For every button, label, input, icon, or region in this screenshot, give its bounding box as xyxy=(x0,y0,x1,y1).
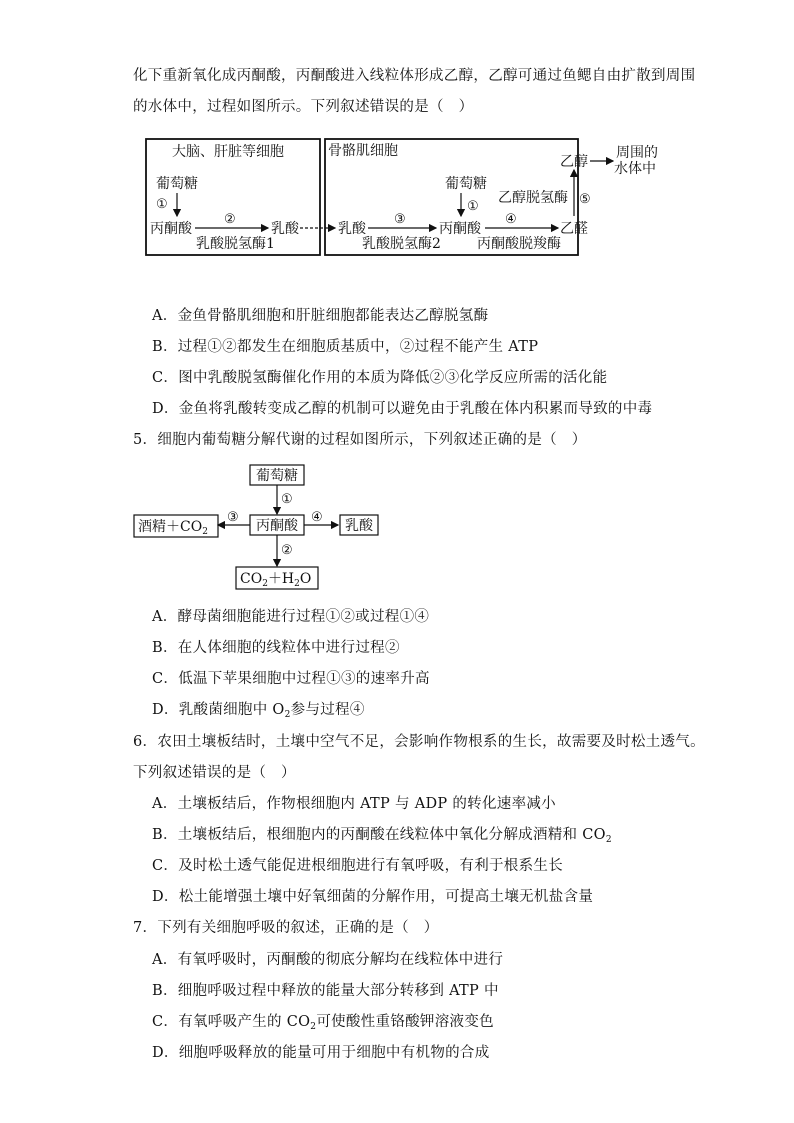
step1-label: ① xyxy=(281,492,293,507)
q7-option-b: B．细胞呼吸过程中释放的能量大部分转移到 ATP 中 xyxy=(152,983,499,999)
q7-option-c-prefix: C．有氧呼吸产生的 CO xyxy=(152,1014,311,1030)
q4-option-a: A．金鱼骨骼肌细胞和肝脏细胞都能表达乙醇脱氢酶 xyxy=(152,308,489,324)
co2-label: CO xyxy=(240,571,263,587)
plus-h-label: ＋H xyxy=(267,571,295,587)
q5-option-d-prefix: D．乳酸菌细胞中 O xyxy=(152,702,285,718)
q4-intro-line2: 的水体中，过程如图所示。下列叙述错误的是（ ） xyxy=(133,99,474,115)
q5-option-a: A．酵母菌细胞能进行过程①②或过程①④ xyxy=(152,609,430,625)
q6-option-a: A．土壤板结后，作物根细胞内 ATP 与 ADP 的转化速率减小 xyxy=(152,796,556,812)
pyruvate-left-label: 丙酮酸 xyxy=(150,221,192,237)
svg-text:CO2＋H2O xyxy=(240,571,311,589)
q5-option-d-suffix: 参与过程④ xyxy=(290,702,365,718)
alcohol-co2-label: 酒精＋CO xyxy=(138,519,203,535)
q4-option-d: D．金鱼将乳酸转变成乙醇的机制可以避免由于乳酸在体内积累而导致的中毒 xyxy=(152,401,653,417)
q5-stem: 5．细胞内葡萄糖分解代谢的过程如图所示，下列叙述正确的是（ ） xyxy=(133,432,587,448)
q6-stem-line1: 6．农田土壤板结时，土壤中空气不足，会影响作物根系的生长，故需要及时松土透气。 xyxy=(133,734,705,750)
step1-right-label: ① xyxy=(467,199,479,214)
q6-option-b-text: B．土壤板结后，根细胞内的丙酮酸在线粒体中氧化分解成酒精和 CO xyxy=(152,827,606,843)
glucose-label: 葡萄糖 xyxy=(256,468,298,484)
ethanal-label: 乙醛 xyxy=(560,221,588,237)
step3-label: ③ xyxy=(227,510,239,525)
q4-metabolism-diagram xyxy=(140,136,680,262)
ldh1-label: 乳酸脱氢酶1 xyxy=(196,236,275,252)
step2-label: ② xyxy=(281,543,293,558)
q4-intro-line1: 化下重新氧化成丙酮酸，丙酮酸进入线粒体形成乙醇，乙醇可通过鱼鳃自由扩散到周围 xyxy=(133,68,696,84)
q7-option-c-suffix: 可使酸性重铬酸钾溶液变色 xyxy=(316,1014,494,1030)
q5-option-d-sub: 2 xyxy=(284,710,291,720)
q7-option-a: A．有氧呼吸时，丙酮酸的彻底分解均在线粒体中进行 xyxy=(152,952,504,968)
o-label: O xyxy=(299,571,312,587)
step4-label: ④ xyxy=(311,510,323,525)
glucose-left-label: 葡萄糖 xyxy=(156,176,198,192)
step4-label: ④ xyxy=(505,212,517,227)
pyruvate-label: 丙酮酸 xyxy=(256,518,298,534)
surrounding-water-line2: 水体中 xyxy=(614,161,656,177)
lactate-left-label: 乳酸 xyxy=(271,221,299,237)
q4-option-b: B．过程①②都发生在细胞质基质中，②过程不能产生 ATP xyxy=(152,339,539,355)
pdc-label: 丙酮酸脱羧酶 xyxy=(477,236,561,252)
right-box-title: 骨骼肌细胞 xyxy=(328,143,398,159)
q6-option-b xyxy=(152,825,612,845)
q7-option-d: D．细胞呼吸释放的能量可用于细胞中有机物的合成 xyxy=(152,1045,490,1061)
q5-option-b: B．在人体细胞的线粒体中进行过程② xyxy=(152,640,400,656)
q7-option-c-sub: 2 xyxy=(310,1022,317,1032)
q6-option-d: D．松土能增强土壤中好氧细菌的分解作用，可提高土壤无机盐含量 xyxy=(152,889,594,905)
step3-label: ③ xyxy=(394,212,406,227)
alcohol-co2-sub: 2 xyxy=(202,527,208,537)
step1-left-label: ① xyxy=(156,197,168,212)
left-box-title: 大脑、肝脏等细胞 xyxy=(172,144,284,160)
step2-label: ② xyxy=(224,212,236,227)
q6-option-b-sub: 2 xyxy=(605,835,612,845)
ethanol-label: 乙醇 xyxy=(560,154,588,170)
h2o-sub: 2 xyxy=(294,579,300,589)
co2-sub: 2 xyxy=(262,579,268,589)
ldh2-label: 乳酸脱氢酶2 xyxy=(362,236,441,252)
pyruvate-right-label: 丙酮酸 xyxy=(439,221,481,237)
step5-label: ⑤ xyxy=(579,192,591,207)
svg-text:酒精＋CO2 xyxy=(138,518,208,537)
glucose-right-label: 葡萄糖 xyxy=(445,176,487,192)
q5-option-d xyxy=(152,700,365,720)
q6-option-c: C．及时松土透气能促进根细胞进行有氧呼吸，有利于根系生长 xyxy=(152,858,563,874)
lactate-label: 乳酸 xyxy=(345,518,373,534)
adh-label: 乙醇脱氢酶 xyxy=(498,190,568,206)
q5-glucose-pathway-diagram xyxy=(130,460,390,592)
surrounding-water-line1: 周围的 xyxy=(616,145,658,161)
q6-stem-line2: 下列叙述错误的是（ ） xyxy=(133,765,296,781)
q4-option-c: C．图中乳酸脱氢酶催化作用的本质为降低②③化学反应所需的活化能 xyxy=(152,370,608,386)
q5-option-c: C．低温下苹果细胞中过程①③的速率升高 xyxy=(152,671,430,687)
q7-stem: 7．下列有关细胞呼吸的叙述，正确的是（ ） xyxy=(133,920,439,936)
lactate-right-label: 乳酸 xyxy=(338,221,366,237)
q7-option-c xyxy=(152,1012,494,1032)
